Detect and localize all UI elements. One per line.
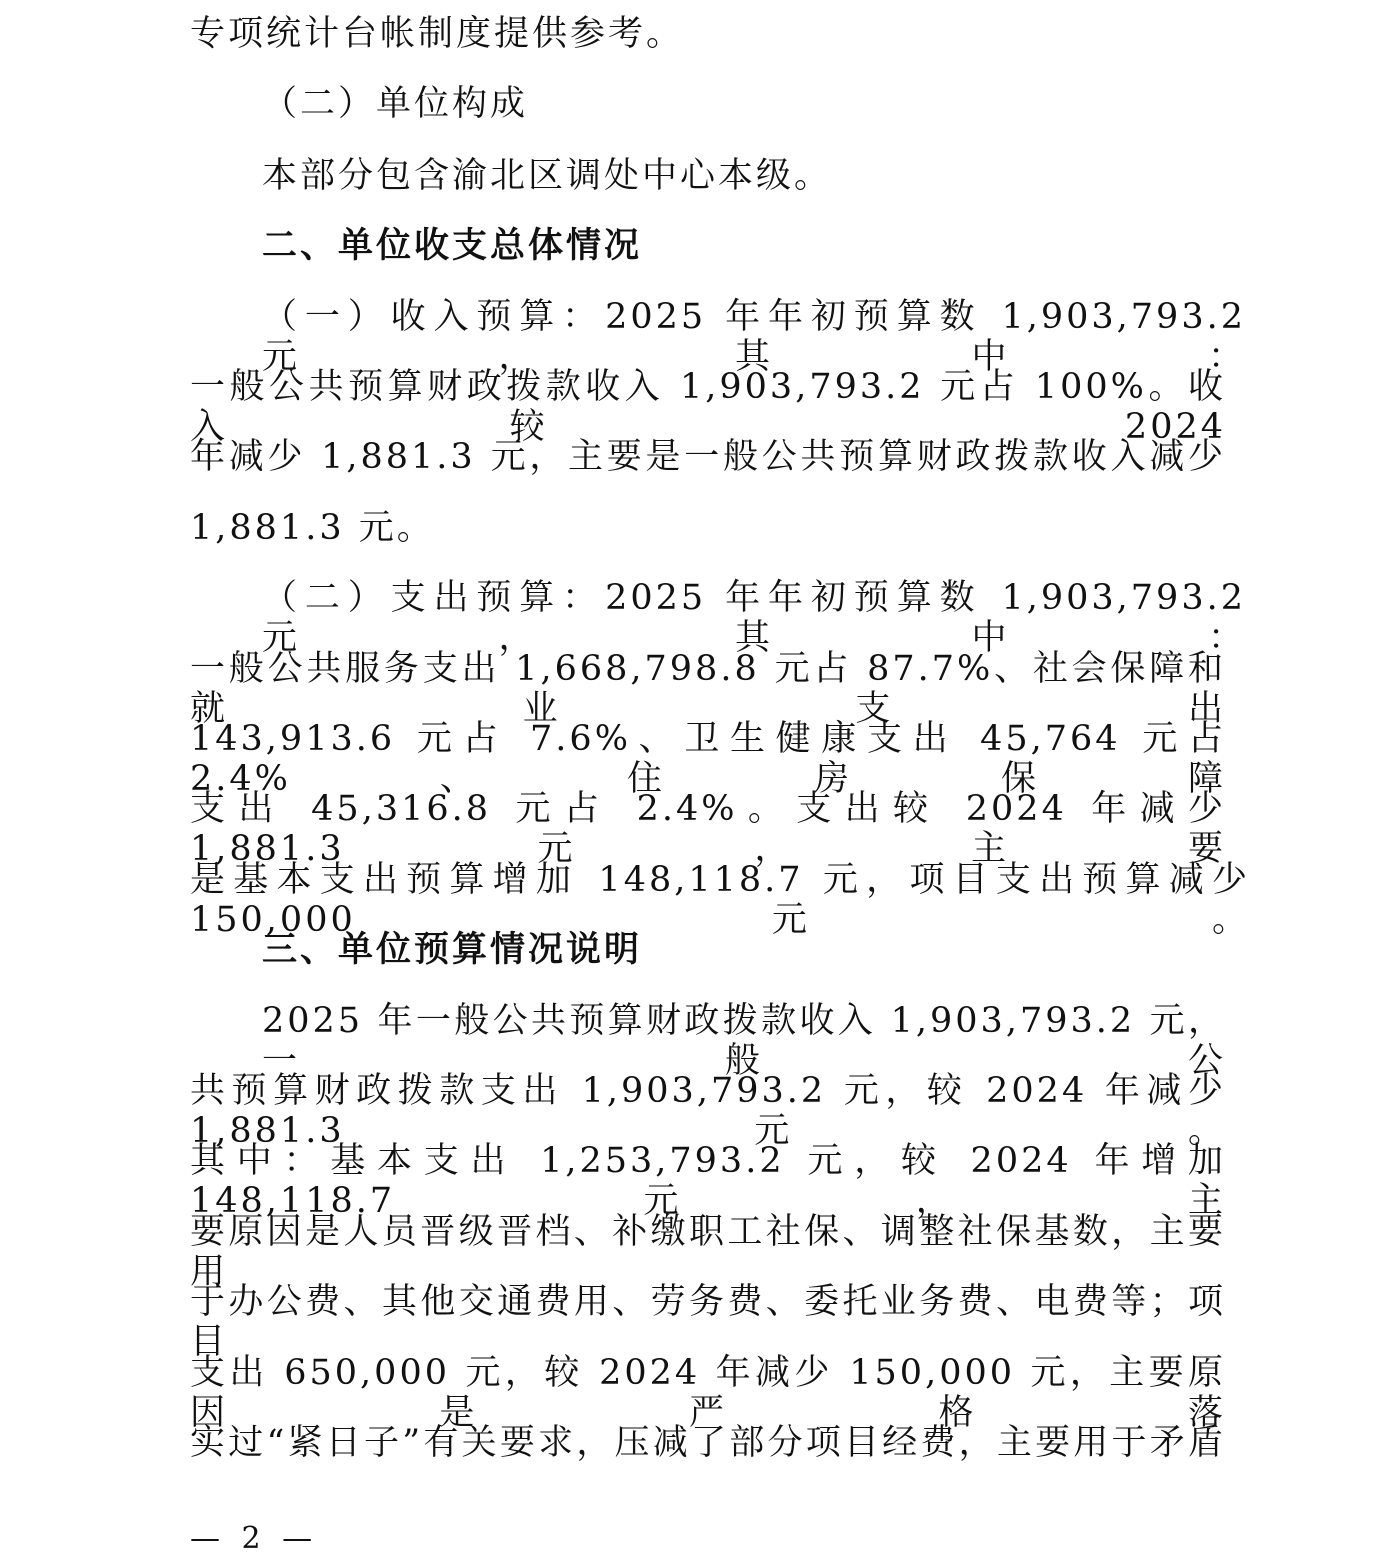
paragraph-line: 一般公共预算财政拨款收入 1,903,793.2 元占 100%。收入较 2024	[190, 367, 1226, 447]
section-heading: 三、单位预算情况说明	[262, 930, 643, 970]
paragraph-line: 143,913.6 元占 7.6%、卫生健康支出 45,764 元占 2.4%、住房保障	[190, 719, 1226, 799]
paragraph-line: （一）收入预算：2025 年年初预算数 1,903,793.2 元，其中：	[262, 297, 1246, 377]
paragraph-line: 专项统计台帐制度提供参考。	[190, 14, 685, 54]
paragraph-line: 本部分包含渝北区调处中心本级。	[262, 156, 833, 196]
section-subheading: （二）单位构成	[262, 84, 529, 124]
paragraph-line: 一般公共服务支出 1,668,798.8 元占 87.7%、社会保障和就业支出	[190, 649, 1226, 729]
paragraph-line: 支出 650,000 元，较 2024 年减少 150,000 元，主要原因是严格落	[190, 1353, 1226, 1433]
paragraph-line: 要原因是人员晋级晋档、补缴职工社保、调整社保基数，主要用	[190, 1212, 1226, 1292]
paragraph-line: 支出 45,316.8 元占 2.4%。支出较 2024 年减少 1,881.3 元，主要	[190, 789, 1226, 869]
paragraph-line: 于办公费、其他交通费用、劳务费、委托业务费、电费等；项目	[190, 1282, 1226, 1362]
section-heading: 二、单位收支总体情况	[262, 226, 643, 266]
paragraph-line: 实过“紧日子”有关要求，压减了部分项目经费，主要用于矛盾	[190, 1423, 1226, 1463]
paragraph-line: （二）支出预算：2025 年年初预算数 1,903,793.2 元，其中：	[262, 578, 1246, 658]
paragraph-line: 1,881.3 元。	[190, 508, 435, 548]
page-number: — 2 —	[190, 1521, 319, 1556]
paragraph-line: 年减少 1,881.3 元，主要是一般公共预算财政拨款收入减少	[190, 437, 1226, 477]
paragraph-line: 是基本支出预算增加 148,118.7 元，项目支出预算减少 150,000 元。	[190, 860, 1250, 940]
paragraph-line: 2025 年一般公共预算财政拨款收入 1,903,793.2 元，一般公	[262, 1001, 1226, 1081]
paragraph-line: 共预算财政拨款支出 1,903,793.2 元，较 2024 年减少 1,881.3 元。	[190, 1071, 1226, 1151]
paragraph-line: 其中：基本支出 1,253,793.2 元，较 2024 年增加 148,118.7 元，主	[190, 1141, 1226, 1221]
